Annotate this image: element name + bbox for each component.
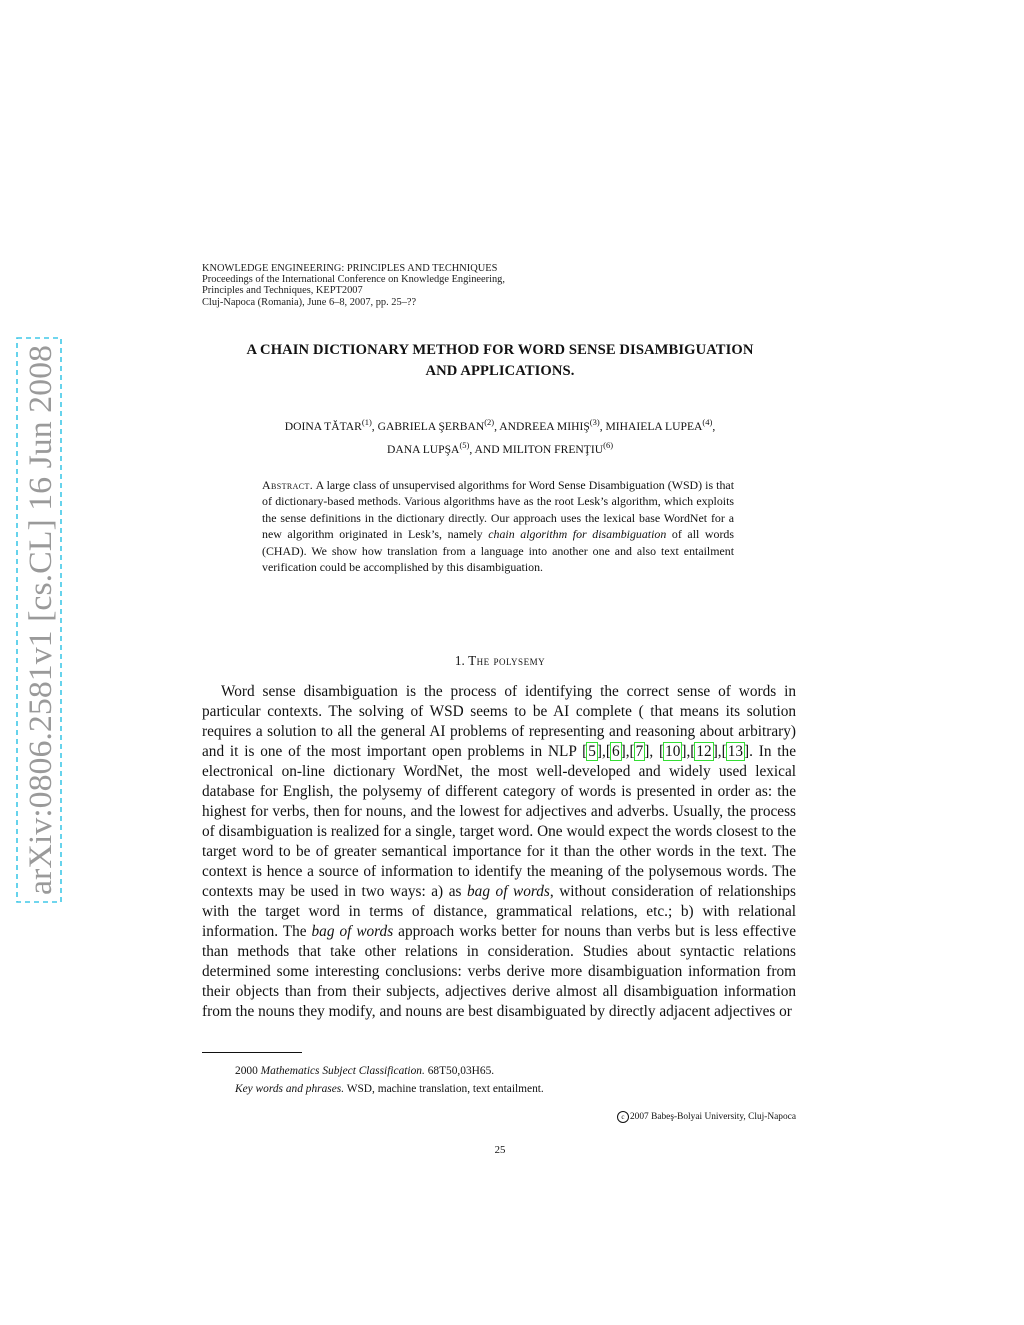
author-affiliation-mark: (4) <box>702 417 713 427</box>
author-name: , ANDREEA MIHIŞ <box>494 419 590 433</box>
author-line <box>202 436 798 459</box>
paper-title <box>202 340 798 382</box>
author-affiliation-mark: (5) <box>459 439 470 450</box>
copyright-notice <box>560 1111 796 1123</box>
body-text-run: . In the electronical on-line dictionary WordNet, the most well-developed and widely used lexical database for English, the polysemy of different category of words is presented in order as: the highest for verbs, then for nouns, and the lowest for adjectives and adverbs. Usually, the process of disambiguation is realized for a single, target word. One would expect the words closest to the target word to be of greater semantical importance for it than the other words in the text. The context is hence a source of information to identify the meaning of the polysemous words. The contexts may be used in two ways: a) as <box>202 743 796 900</box>
author-name: , AND MILITON FRENŢIU <box>469 442 604 456</box>
citation-link[interactable]: 6 <box>611 743 620 760</box>
footnote-keywords <box>202 1080 798 1098</box>
citation-link[interactable]: 12 <box>696 743 712 760</box>
abstract <box>262 477 734 575</box>
arxiv-stamp-graphic <box>14 335 64 905</box>
abstract-label: Abstract. <box>262 478 314 492</box>
footnote-msc-value: 68T50,03H65. <box>424 1065 495 1077</box>
abstract-emphasis: chain algorithm for disambiguation <box>488 527 667 542</box>
author-line <box>202 413 798 436</box>
author-affiliation-mark: (6) <box>603 439 614 450</box>
author-affiliation-mark: (3) <box>589 417 600 427</box>
citation-link[interactable]: 7 <box>635 743 644 760</box>
footnote-keywords-value: WSD, machine translation, text entailment. <box>344 1083 544 1095</box>
author-separator: , <box>712 419 716 433</box>
header-line: KNOWLEDGE ENGINEERING: PRINCIPLES AND TECHNIQUES <box>202 263 498 274</box>
body-text-run: Word sense disambiguation is the process of identifying the correct sense of words in particular contexts. The solving of WSD seems to be AI complete ( that means its solution requires a solution to all the general AI problems of representing and reasoning about arbitrary) and it is one of the most important open problems in NLP <box>202 683 796 760</box>
title-line: AND APPLICATIONS. <box>425 363 575 379</box>
author-name: DANA LUPŞA <box>386 442 460 456</box>
footnote-msc-year: 2000 <box>235 1065 261 1077</box>
citation-link[interactable]: 13 <box>727 743 744 760</box>
author-affiliation-mark: (2) <box>484 417 495 427</box>
header-line: Principles and Techniques, KEPT2007 <box>202 285 363 297</box>
author-name: , GABRIELA ŞERBAN <box>371 419 485 433</box>
body-emphasis: bag of words <box>467 883 550 900</box>
copyright-text: 2007 Babeş-Bolyai University, Cluj-Napoca <box>629 1112 796 1123</box>
header-line: Proceedings of the International Conference on Knowledge Engineering, <box>202 274 505 286</box>
footnote-msc-label: Mathematics Subject Classification. <box>260 1065 425 1077</box>
citation-link[interactable]: 10 <box>665 743 681 760</box>
footnote-keywords-label: Key words and phrases. <box>235 1083 345 1095</box>
page-number: 25 <box>494 1144 506 1156</box>
author-name: DOINA TĂTAR <box>284 419 362 433</box>
body-text-run: , without consideration of relationships with the target word in terms of distance, grammatical relations, etc.; b) with relational information. The <box>202 883 796 940</box>
author-name: , MIHAIELA LUPEA <box>599 419 703 433</box>
author-list <box>202 413 798 459</box>
journal-header <box>202 263 802 308</box>
body-emphasis: bag of words <box>311 923 394 940</box>
section-heading <box>202 653 798 669</box>
section-number: 1. <box>454 653 465 668</box>
footnote-msc <box>202 1062 798 1080</box>
author-affiliation-mark: (1) <box>361 417 372 427</box>
section-title-text: The polysemy <box>468 653 546 668</box>
arxiv-identifier-stamp <box>14 335 64 905</box>
abstract-text: A large class of unsupervised algorithms for Word Sense Disambiguation (WSD) is that of dictionary-based methods. Various algorithms have as the root Lesk’s algorithm, which exploits the sense definitions in the dictionary directly. Our approach uses the lexical base WordNet for a new algorithm originated in Lesk’s, namely <box>262 478 734 542</box>
footnote-rule <box>202 1052 302 1053</box>
arxiv-stamp-text: arXiv:0806.2581v1 [cs.CL] 16 Jun 2008 <box>23 359 59 895</box>
copyright-icon: c <box>617 1111 629 1123</box>
citation-link[interactable]: 5 <box>588 743 596 760</box>
body-text <box>202 682 796 1022</box>
title-line: A CHAIN DICTIONARY METHOD FOR WORD SENSE DISAMBIGUATION <box>246 342 754 358</box>
abstract-text: of all words (CHAD). We show how translation from a language into another one and also text entailment verification could be accomplished by this disambiguation. <box>262 527 734 575</box>
header-line: Cluj-Napoca (Romania), June 6–8, 2007, pp. 25–?? <box>202 296 417 308</box>
footnotes <box>202 1062 798 1098</box>
paragraph: Word sense disambiguation is the process of identifying the correct sense of words in particular contexts. The solving of WSD seems to be AI complete ( that means its solution requires a solution to all the general AI problems of representing and reasoning about arbitrary) and it is one of the most important open problems in NLP [5],[6],[7], [10],[12],[13]. In the electronical on-line dictionary WordNet, the most well-developed and widely used lexical database for English, the polysemy of different category of words is presented in order as: the highest for verbs, then for nouns, and the lowest for adjectives and adverbs. Usually, the process of disambiguation is realized for a single, target word. One would expect the words closest to the target word to be of greater semantical importance for it than the other words in the text. The context is hence a source of information to identify the meaning of the polysemous words. The contexts may be used in two ways: a) as bag of words, without consideration of relationships with the target word in terms of distance, grammatical relations, etc.; b) with relational information. The bag of words approach works better for nouns than verbs but is less effective than methods that take other relations in consideration. Studies about syntactic relations determined some interesting conclusions: verbs derive more disambiguation information from their objects than from their subjects, adjectives derive almost all disambiguation information from the nouns they modify, and nouns are best disambiguated by directly adjacent adjectives or <box>202 683 796 1020</box>
body-text-run: approach works better for nouns than verbs but is less effective than methods that take other relations in consideration. Studies about syntactic relations determined some interesting conclusions: verbs derive more disambiguation information from their objects than from their subjects, adjectives derive almost all disambiguation information from the nouns they modify, and nouns are best disambiguated by directly adjacent adjectives or <box>202 923 796 1020</box>
